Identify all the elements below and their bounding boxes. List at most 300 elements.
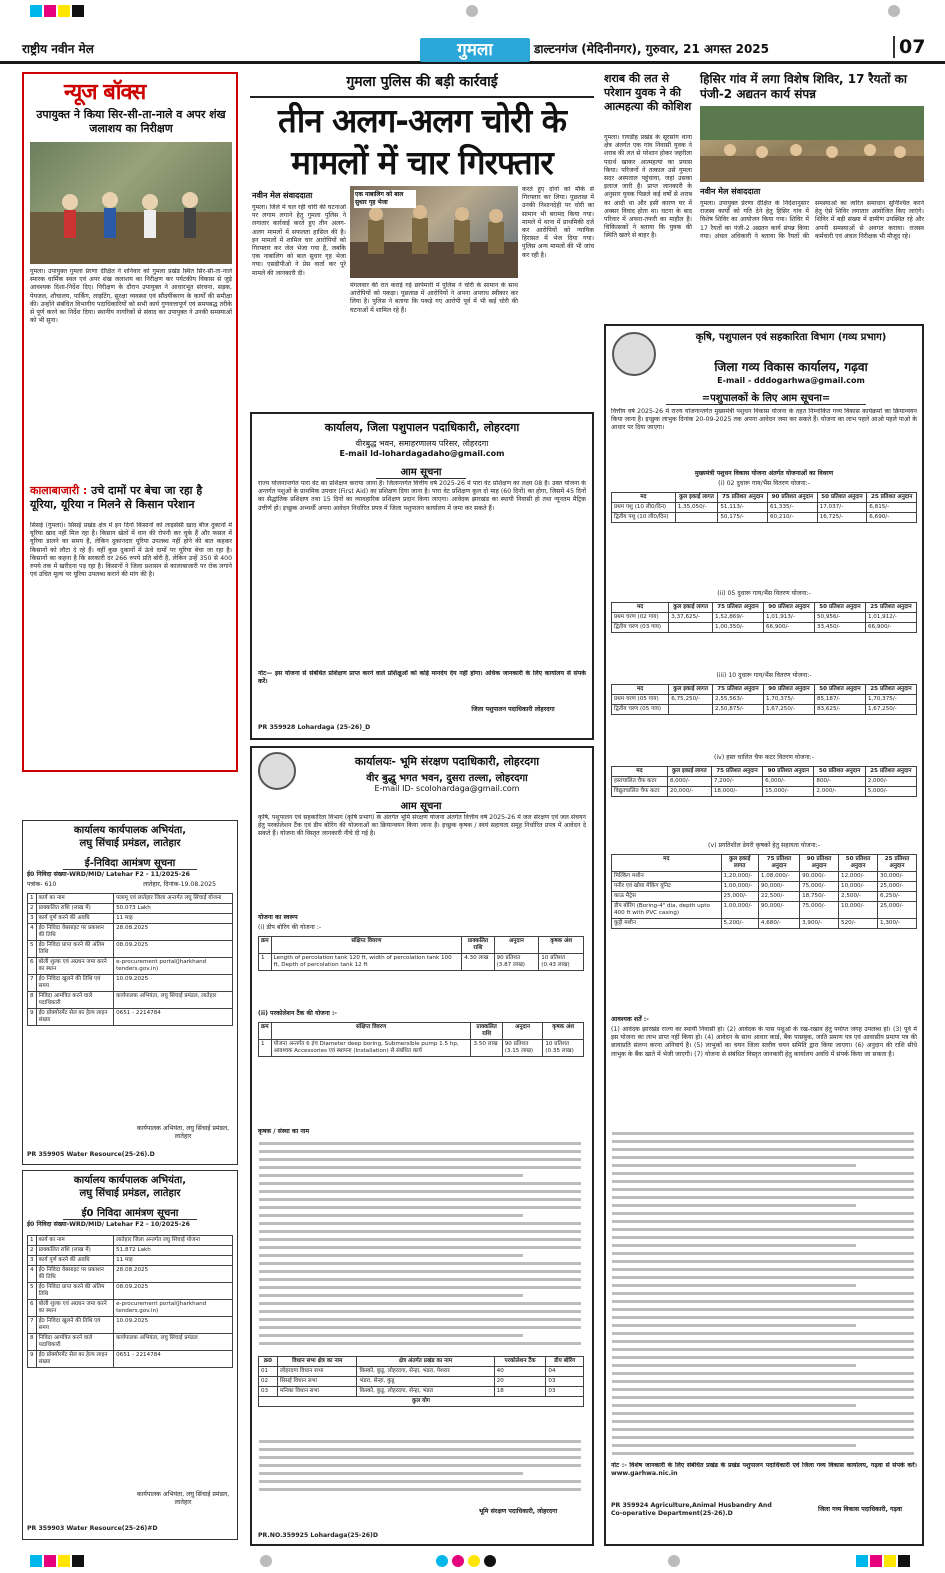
text-line xyxy=(612,1244,856,1247)
table-cell: कार्य का नाम xyxy=(36,1236,114,1246)
text-line xyxy=(259,1334,523,1337)
table-row xyxy=(28,914,233,924)
notice-ref: ई0 निविदा संख्या-WRD/MID/ Latehar F2 - 11/2025-26 xyxy=(27,871,190,878)
table-header-cell: मद xyxy=(612,767,668,777)
table-row xyxy=(612,882,917,892)
table-row xyxy=(612,695,917,705)
notice-dept: कृषि, पशुपालन एवं सहकारिता विभाग (गव्य प्रभाग) xyxy=(695,332,887,343)
notice-ref: ई0 निविदा संख्या-WRD/MID/ Latehar F2 - 10/2025-26 xyxy=(27,1221,190,1228)
table-cell: 5 xyxy=(28,941,37,958)
text-line xyxy=(259,1238,581,1241)
table-row xyxy=(612,787,917,797)
table-cell: लोहरदगा विधान सभा xyxy=(277,1367,356,1377)
text-line xyxy=(612,1420,914,1423)
notice-date: लातेहार, दिनांक-19.08.2025 xyxy=(143,881,217,888)
animal-husbandry-notice xyxy=(250,412,594,740)
lead-body-col1: गुमला। जिले में चल रही चोरी की घटनाओं पर लगाम लगाने हेतु गुमला पुलिस ने लगातार कार्रवाई करते हुए तीन अलग-अलग मामलों में सफलता हासिल की है। इन मामलों में शामिल चार आरोपियों को गिरफ्तार कर जेल भेजा गया है, जबकि एक नाबालिग को बाल सुधार गृह भेजा गया। एसडीपीओ ने प्रेस वार्ता कर पूरे मामले की जानकारी दी। xyxy=(252,204,346,277)
table-cell: 5 xyxy=(28,1283,37,1300)
table-cell: 20 xyxy=(494,1377,546,1387)
table-header-cell: 50 प्रतिशत अनुदान xyxy=(814,767,865,777)
notice-subtitle: आम सूचना xyxy=(376,464,466,479)
text-line xyxy=(612,1156,914,1159)
text-line xyxy=(259,1150,581,1153)
table-header-cell: 75 प्रतिशत अनुदान xyxy=(711,767,762,777)
story-body: गुमला। उपायुक्त गुमला प्रेरणा दीक्षित ने शनिवार को गुमला प्रखंड स्थित सिर-सी-ता-नाले स्मारक धार्मिक स्थल एवं अपर शंख जलाशय का निरीक्षण कर पर्यटकीय विकास से जुड़े आवश्यक दिशा-निर्देश दिए। निरीक्षण के दौरान उपायुक्त ने आधारभूत संरचना, सड़क, पेयजल, शौचालय, पार्किंग, लाइटिंग, सुरक्षा व्यवस्था एवं सौंदर्यीकरण के कार्यों की समीक्षा की। उन्होंने संबंधित विभागीय पदाधिकारियों को सभी कार्य गुणवत्तापूर्ण एवं समयबद्ध तरीके से पूर्ण करने का निर्देश दिया। स्थानीय नागरिकों से संवाद कर उपायुक्त ने उनकी समस्याओं को भी सुना। xyxy=(30,268,232,325)
table-cell: प्राक्कलित राशि (लाख में) xyxy=(36,904,114,914)
text-line xyxy=(612,1436,914,1439)
text-line xyxy=(612,1132,914,1135)
table-cell: ई0 निविदा वेबसाइट पर प्रकाशन की तिथि xyxy=(36,924,114,941)
text-line xyxy=(612,1332,914,1335)
table-cell: 75,000/- xyxy=(800,902,839,919)
reg-magenta xyxy=(44,5,56,17)
text-line xyxy=(612,1316,914,1319)
text-line xyxy=(612,1204,856,1207)
table-cell: 51,113/- xyxy=(718,503,768,513)
table-row xyxy=(259,1377,584,1387)
table-header-cell: 90 प्रतिशत अनुदान xyxy=(763,767,814,777)
table-cell: डीप बोरिंग (Boring-4" dia, depth upto 400 ft with PVC casing) xyxy=(612,902,722,919)
scheme-heading: (iii) 10 दुधारू गाय/भैंस वितरण योजना:- xyxy=(716,672,812,679)
lead-headline-line1: तीन अलग-अलग चोरी के xyxy=(277,101,567,140)
text-line xyxy=(612,1228,914,1231)
notice-pr: PR 359905 Water Resource(25-26).D xyxy=(27,1151,155,1158)
table-cell: 9 xyxy=(28,1009,37,1026)
table2-sub: (ii) परकोलेशन टैंक की योजना :- xyxy=(258,1010,337,1017)
story2-headline xyxy=(30,484,232,512)
text-line xyxy=(612,1340,914,1343)
news-box-title: न्यूज बॉक्स xyxy=(64,80,146,105)
table-header-cell: 50 प्रतिशत अनुदान xyxy=(839,855,878,872)
dairy-table-3 xyxy=(611,684,917,715)
scheme-heading: (v) प्रगतिशील डेयरी कृषकों हेतु सहायता योजना:- xyxy=(708,842,820,849)
table-cell: 2 xyxy=(28,1246,37,1256)
table-cell: कार्य पूर्ण करने की अवधि xyxy=(36,1256,114,1266)
reg-cyan xyxy=(30,1555,42,1567)
table-header-row xyxy=(612,767,917,777)
table-cell: कार्यपालक अभियंता, लघु सिंचाई प्रमंडल, लातेहार xyxy=(114,992,233,1009)
table-cell: 90 प्रतिशत (3.87 लाख) xyxy=(494,954,539,971)
dairy-table-1 xyxy=(611,492,917,523)
table-header-cell: मद xyxy=(612,685,669,695)
notice-office-line1: कार्यालय कार्यपालक अभियंता, xyxy=(73,1175,187,1186)
table-cell: 10,000/- xyxy=(839,882,878,892)
table-header-cell: अनुदान xyxy=(502,1023,543,1040)
table-header-cell: 25 प्रतिशत अनुदान xyxy=(865,767,916,777)
table-cell: द्वितीय चरण (03 गाय) xyxy=(612,623,669,633)
table-total-row xyxy=(259,1397,584,1407)
table-header-cell: 90 प्रतिशत अनुदान xyxy=(763,603,814,613)
table-cell: 6,815/- xyxy=(867,503,917,513)
table-cell: 03 xyxy=(546,1377,584,1387)
section-tag: गुमला xyxy=(420,38,530,62)
text-line xyxy=(612,1268,914,1271)
table-header-cell: प्राक्कलित राशि xyxy=(462,937,494,954)
table-row xyxy=(612,705,917,715)
table-cell: 11 माह xyxy=(114,914,233,924)
conditions-title: आवश्यक शर्तें :- xyxy=(611,1016,649,1023)
table-row xyxy=(612,623,917,633)
reg-yellow xyxy=(884,1555,896,1567)
reg-magenta xyxy=(44,1555,56,1567)
table-header-row xyxy=(259,1023,584,1040)
text-line xyxy=(259,1342,581,1345)
table-row xyxy=(28,1317,233,1334)
table-row xyxy=(28,1266,233,1283)
table-cell: 12,000/- xyxy=(839,872,878,882)
table-cell: 61,335/- xyxy=(767,503,817,513)
text-line xyxy=(612,1364,856,1367)
table-row xyxy=(612,902,917,919)
table-header-cell: कुल इकाई लागत xyxy=(669,603,713,613)
table-row xyxy=(259,1387,584,1397)
table-cell: कुट्टी मशीन xyxy=(612,919,722,929)
table-header-cell: क्रम xyxy=(259,937,272,954)
tender-notice-1 xyxy=(22,820,238,1165)
table-header-row xyxy=(259,937,584,954)
table-cell: 6,690/- xyxy=(867,513,917,523)
table-cell: 15,000/- xyxy=(763,787,814,797)
text-lines-2 xyxy=(258,1438,584,1500)
dairy-table-4 xyxy=(611,766,917,797)
table-cell: 90,000/- xyxy=(758,902,799,919)
table-cell: 1,70,375/- xyxy=(865,695,916,705)
story-photo xyxy=(30,142,232,264)
table-cell: 90,000/- xyxy=(758,882,799,892)
dateline: डाल्टनगंज (मेदिनीनगर), गुरुवार, 21 अगस्त 2025 xyxy=(534,42,770,56)
table-row xyxy=(28,1351,233,1368)
table-cell: 6 xyxy=(28,1300,37,1317)
table-cell: किस्को, कुडू, लोहरदगा, सेन्हा, भंडरा xyxy=(357,1387,494,1397)
table-cell: 28.08.2025 xyxy=(114,1266,233,1283)
table-row xyxy=(28,1246,233,1256)
table-row xyxy=(28,904,233,914)
table-cell: प्राक्कलित राशि (लाख में) xyxy=(36,1246,114,1256)
text-line xyxy=(259,1278,581,1281)
government-emblem-icon xyxy=(612,332,656,376)
table-cell: 10,000/- xyxy=(839,902,878,919)
text-line xyxy=(259,1310,581,1313)
table-cell: द्वितीय पशु (10 ली0/दिन) xyxy=(612,513,676,523)
notice-office xyxy=(23,821,237,850)
table-cell: बोली शुल्क एवं अग्रधन जमा करने का स्थान xyxy=(36,1300,114,1317)
table-row xyxy=(28,924,233,941)
table-header-cell: 25 प्रतिशत अनुदान xyxy=(867,493,917,503)
table-header-cell: कुल इकाई लागत xyxy=(721,855,758,872)
notice-patrank: पत्रांक- 610 xyxy=(27,881,57,888)
tender-notice-2 xyxy=(22,1170,238,1540)
table-cell: 2,500/- xyxy=(839,892,878,902)
table-header-cell: क्रम xyxy=(259,1023,272,1040)
table-cell: 17,037/- xyxy=(817,503,867,513)
text-line xyxy=(612,1284,856,1287)
table-row xyxy=(28,1009,233,1026)
table-cell: 50,175/- xyxy=(718,513,768,523)
conditions-text: (1) आवेदक झारखंड राज्य का स्थायी निवासी हो। (2) आवेदक के पास पशुओं के रख-रखाव हेतु पर्याप्त जगह उपलब्ध हो। (3) पूर्व में इस योजना का लाभ प्राप्त नहीं किया हो। (4) आवेदन के साथ आधार कार्ड, बैंक पासबुक, जाति प्रमाण पत्र एवं आवासीय प्रमाण पत्र की छायाप्रति संलग्न करना अनिवार्य है। (5) लाभुकों का चयन जिला स्तरीय चयन समिति द्वारा किया जाएगा। (6) अनुदान की राशि सीधे लाभुक के बैंक खाते में भेजी जाएगी। (7) योजना से संबंधित विस्तृत जानकारी हेतु कार्यालय अवधि में संपर्क किया जा सकता है। xyxy=(611,1026,917,1058)
table-cell: 2,000/- xyxy=(814,787,865,797)
text-lines-3 xyxy=(611,1130,917,1458)
reg-dot xyxy=(436,1555,448,1567)
table-header-cell: कुल इकाई लागत xyxy=(669,685,713,695)
table-cell: 1,00,000/- xyxy=(721,902,758,919)
table-cell: 5,000/- xyxy=(865,787,916,797)
table-cell: 1,300/- xyxy=(878,919,917,929)
table-cell: प्रथम पशु (10 ली0/दिन) xyxy=(612,503,676,513)
table-cell: 08.09.2025 xyxy=(114,1283,233,1300)
table-cell: 800/- xyxy=(814,777,865,787)
table-header-cell: 90 प्रतिशत अनुदान xyxy=(763,685,814,695)
news-box xyxy=(22,72,238,772)
section-heading: मुख्यमंत्री पशुधन विकास योजना अंतर्गत योजनाओं का विवरण xyxy=(694,470,834,477)
text-line xyxy=(612,1276,914,1279)
notice-title: ई0 निविदा आमंत्रण सूचना xyxy=(63,1205,197,1220)
table-cell: 8,000/- xyxy=(667,777,711,787)
table-cell: 01 xyxy=(259,1367,278,1377)
table-cell: योजना अन्तर्गत 6 इंच Diameter deep boring, Submersible pump 1.5 hp, आवश्यक Accessories एवं स्थापना (Installation) से संबंधित कार्य xyxy=(271,1040,471,1057)
lead-headline-line2: मामलों में चार गिरफ्तार xyxy=(291,143,553,182)
text-line xyxy=(612,1452,914,1455)
table-cell: 1,01,912/- xyxy=(865,613,916,623)
text-line xyxy=(259,1326,581,1329)
constituency-table xyxy=(258,1356,584,1407)
table-row xyxy=(28,1283,233,1300)
notice-address: वीरबुद्ध भवन, समाहरणालय परिसर, लोहरदगा xyxy=(355,439,489,448)
table-header-row xyxy=(612,685,917,695)
text-line xyxy=(259,1142,581,1145)
table-cell: 1,52,869/- xyxy=(712,613,763,623)
text-line xyxy=(612,1348,914,1351)
story3-headline: शराब की लत से परेशान युवक ने की आत्महत्या की कोशिश xyxy=(604,72,692,113)
table-header-cell: मद xyxy=(612,493,676,503)
text-line xyxy=(612,1148,914,1151)
table-cell: 03 xyxy=(546,1387,584,1397)
reg-yellow xyxy=(58,5,70,17)
table-header-row xyxy=(612,493,917,503)
table-header-cell: 25 प्रतिशत अनुदान xyxy=(878,855,917,872)
notice-email: E-mail - dddogarhwa@gmail.com xyxy=(717,376,865,385)
table-cell: बोली शुल्क एवं अग्रधन जमा करने का स्थान xyxy=(36,958,114,975)
notice-filler xyxy=(258,1140,584,1352)
text-line xyxy=(612,1300,914,1303)
reg-dot xyxy=(260,1555,272,1567)
table-cell: 1,70,375/- xyxy=(763,695,814,705)
table-cell: ई0 प्रोक्योरमेंट सेल का हेल्प लाइन संख्या xyxy=(36,1009,114,1026)
reg-dot xyxy=(888,5,900,17)
text-line xyxy=(259,1440,581,1443)
table-row xyxy=(612,503,917,513)
table-cell: 6,250/- xyxy=(878,892,917,902)
table-cell: 10.09.2025 xyxy=(114,975,233,992)
table-header-cell: कुल इकाई लागत xyxy=(667,767,711,777)
text-line xyxy=(259,1448,581,1451)
notice-office-line2: लघु सिंचाई प्रमंडल, लातेहार xyxy=(79,1188,181,1199)
table-row xyxy=(28,941,233,958)
table-cell: ई0 निविदा प्राप्त करने की अंतिम तिथि xyxy=(36,941,114,958)
table-cell: 50,956/- xyxy=(814,613,865,623)
table-cell: 03 xyxy=(259,1387,278,1397)
story-headline: उपायुक्त ने किया सिर-सी-ता-नाले व अपर शंख जलाशय का निरीक्षण xyxy=(36,108,226,135)
camp-photo-illustration xyxy=(700,106,924,182)
table-cell: 04 xyxy=(546,1367,584,1377)
table-cell: 22,500/- xyxy=(758,892,799,902)
text-line xyxy=(612,1220,914,1223)
table-cell: 90,000/- xyxy=(800,872,839,882)
table-cell: ई0 निविदा खुलने की तिथि एवं समय xyxy=(36,1317,114,1334)
notice-address: वीर बुद्धु भगत भवन, दुसरा तल्ला, लोहरदगा xyxy=(366,773,528,784)
dairy-table-2 xyxy=(611,602,917,633)
lead-body-col2: मंगलवार की रात कराई गई छापेमारी में पुलिस ने चोरी के सामान के साथ आरोपियों को पकड़ा। पूछताछ में आरोपियों ने अपना अपराध स्वीकार कर लिया है। पुलिस ने बताया कि पकड़े गए आरोपी पूर्व में भी कई चोरी की घटनाओं में शामिल रहे हैं। xyxy=(350,282,518,314)
table-header-cell: मद xyxy=(612,855,722,872)
table-header-cell: 50 प्रतिशत अनुदान xyxy=(814,685,865,695)
notice-intro: वित्तीय वर्ष 2025-26 में राज्य योजनान्तर्गत मुख्यमंत्री पशुधन विकास योजना के तहत निम्नांकित गव्य विकास कार्यक्रमों का क्रियान्वयन किया जाना है। इच्छुक लाभुक दिनांक 20-09-2025 तक अपना आवेदन जमा कर सकते हैं। योजना का लाभ पहले आओ पहले पाओ के आधार पर दिया जाएगा। xyxy=(611,408,917,432)
table-cell: 60,210/- xyxy=(767,513,817,523)
story2-title: उचे दामों पर बेचा जा रहा है यूरिया, यूरिया न मिलने से किसान परेशान xyxy=(30,484,203,511)
table-cell: e-procurement portal(Jharkhand tenders.gov.in) xyxy=(114,958,233,975)
text-line xyxy=(259,1206,581,1209)
table-cell: 18 xyxy=(494,1387,546,1397)
table-cell: प्रथम चरण (02 गाय) xyxy=(612,613,669,623)
table-cell: द्वितीय चरण (05 गाय) xyxy=(612,705,669,715)
notice-subtitle: आम सूचना xyxy=(376,798,466,813)
text-line xyxy=(612,1164,856,1167)
table-row xyxy=(28,992,233,1009)
table-cell: भंडरा, सेन्हा, कुडू xyxy=(357,1377,494,1387)
table-cell: पनीर एवं खोवा मेकिंग यूनिट xyxy=(612,882,722,892)
notice-body: कृषि, पशुपालन एवं सहकारिता विभाग (कृषि प्रभाग) के अंतर्गत भूमि संरक्षण योजना अंतर्गत वित्तीय वर्ष 2025-26 में जल संरक्षण एवं जल संचयन हेतु परकोलेशन टैंक एवं डीप बोरिंग की योजनाओं का क्रियान्वयन किया जाना है। इच्छुक कृषक / स्वयं सहायता समूह निर्धारित प्रपत्र में आवेदन दे सकते हैं। योजना की विस्तृत जानकारी नीचे दी गई है। xyxy=(258,814,586,838)
table-cell: प्रथम चरण (05 गाय) xyxy=(612,695,669,705)
table-row xyxy=(612,872,917,882)
text-line xyxy=(612,1188,914,1191)
table-cell: 10 प्रतिशत (0.35 लाख) xyxy=(543,1040,584,1057)
notice-office xyxy=(23,1171,237,1200)
text-line xyxy=(612,1196,914,1199)
text-line xyxy=(612,1292,914,1295)
table-cell: 1,35,050/- xyxy=(675,503,718,513)
reg-dot xyxy=(468,1555,480,1567)
notice-filler xyxy=(611,1130,917,1458)
table-cell: काऊ मैट्रेस xyxy=(612,892,722,902)
table-cell: 75,000/- xyxy=(800,882,839,892)
story2-body: सिसई (गुमला)। सिसई प्रखंड क्षेत्र में इन दिनों किसानों को लाइसेंसी खाद बीज दुकानों में यूरिया खाद नहीं मिल रहा है। किसान खेतों में धान की रोपनी कर चुके हैं और फसल में यूरिया डालने का समय है, लेकिन दुकानदार यूरिया उपलब्ध नहीं होने की बात कहकर किसानों को लौटा दे रहे हैं। वहीं कुछ दुकानों में ऊंचे दामों पर यूरिया बेचा जा रहा है। किसानों का कहना है कि सरकारी दर 266 रुपये प्रति बोरी है, लेकिन उन्हें 350 से 400 रुपये तक में खरीदना पड़ रहा है। किसानों ने जिला प्रशासन से कालाबाजारी पर रोक लगाने एवं उचित मूल्य पर यूरिया उपलब्ध कराने की मांग की है। xyxy=(30,522,232,579)
table-cell: 520/- xyxy=(839,919,878,929)
text-line xyxy=(259,1488,581,1491)
table-cell: 02 xyxy=(259,1377,278,1387)
reg-dot xyxy=(452,1555,464,1567)
reg-dot xyxy=(466,5,478,17)
table-cell: लातेहार जिला अन्तर्गत लघु सिंचाई योजना xyxy=(114,1236,233,1246)
table-cell: मनिका विधान सभा xyxy=(277,1387,356,1397)
text-line xyxy=(259,1222,581,1225)
text-line xyxy=(259,1456,581,1459)
table-cell: ई0 प्रोक्योरमेंट सेल का हेल्प लाइन संख्या xyxy=(36,1351,114,1368)
page-number: 07 xyxy=(893,36,925,58)
table-cell: किस्को, कुडू, लोहरदगा, सेन्हा, भंडरा, पेशरार xyxy=(357,1367,494,1377)
table-cell: 08.09.2025 xyxy=(114,941,233,958)
notice-sign: कार्यपालक अभियंता, लघु सिंचाई प्रमंडल, लातेहार xyxy=(136,1491,230,1507)
reg-cyan xyxy=(30,5,42,17)
table-header-cell: क्र0 xyxy=(259,1357,278,1367)
table-cell: 2,55,563/- xyxy=(712,695,763,705)
notice-office: कार्यालय, जिला पशुपालन पदाधिकारी, लोहरदगा xyxy=(324,421,520,434)
notice-email: E-mail ID- scolohardaga@gmail.com xyxy=(374,784,520,793)
text-lines xyxy=(258,1140,584,1352)
table-cell: 6,000/- xyxy=(763,777,814,787)
table-cell: 0651 - 2214784 xyxy=(114,1351,233,1368)
table-row xyxy=(612,919,917,929)
table-header-cell: परकोलेशन टैंक xyxy=(494,1357,546,1367)
table-cell: 7,200/- xyxy=(711,777,762,787)
lead-byline: नवीन मेल संवाददाता xyxy=(252,191,313,200)
table-cell: 51.872 Lakh xyxy=(114,1246,233,1256)
notice-sign: भूमि संरक्षण पदाधिकारी, लोहरदगा xyxy=(478,1508,558,1515)
government-emblem-icon xyxy=(258,752,296,790)
notice-sign: कार्यपालक अभियंता, लघु सिंचाई प्रमंडल, लातेहार xyxy=(136,1125,230,1141)
text-line xyxy=(612,1140,914,1143)
tender-table-1 xyxy=(27,893,233,1026)
text-line xyxy=(612,1324,856,1327)
table-row xyxy=(28,1300,233,1317)
table-header-row xyxy=(259,1357,584,1367)
table-cell: 8 xyxy=(28,992,37,1009)
table-header-cell: अनुदान xyxy=(494,937,539,954)
eligibility-title: कृषक / संस्था का नाम xyxy=(258,1128,310,1135)
table-cell: 40 xyxy=(494,1367,546,1377)
table-cell: सिसई विधान सभा xyxy=(277,1377,356,1387)
table-cell: 7 xyxy=(28,1317,37,1334)
table-cell: 2,50,875/- xyxy=(712,705,763,715)
table-cell: 25,000/- xyxy=(878,882,917,892)
table-cell: हस्तचालित चैफ कटर xyxy=(612,777,668,787)
text-line xyxy=(259,1182,581,1185)
table-cell: 1,01,913/- xyxy=(763,613,814,623)
table-cell xyxy=(669,623,713,633)
dairy-table-5 xyxy=(611,854,917,929)
table-header-cell: प्राक्कलित राशि xyxy=(471,1023,502,1040)
lead-kicker: गुमला पुलिस की बड़ी कार्रवाई xyxy=(250,72,594,98)
scheme-heading: (iv) हस्त चालित चैफ कटर वितरण योजना:- xyxy=(714,754,814,761)
table-cell: 9 xyxy=(28,1351,37,1368)
notice-sign: जिला पशुपालन पदाधिकारी लोहरदगा xyxy=(471,706,555,713)
table-cell: 16,725/- xyxy=(817,513,867,523)
text-line xyxy=(612,1404,856,1407)
table-cell: 3,37,625/- xyxy=(669,613,713,623)
table1-sub: (i) डीप बोरिंग की योजना :- xyxy=(258,924,322,931)
table-header-cell: 25 प्रतिशत अनुदान xyxy=(865,685,916,695)
table-cell: Length of percolation tank 120 ft, width of percolation tank 100 ft, Depth of percolation tank 12 ft xyxy=(271,954,462,971)
text-line xyxy=(612,1372,914,1375)
notice-pr: PR 359924 Agriculture,Animal Husbandry And Co-operative Department(25-26).D xyxy=(611,1502,772,1518)
notice-office-line2: लघु सिंचाई प्रमंडल, लातेहार xyxy=(79,838,181,849)
lead-body-col3: करते हुए दोनों को मौके से गिरफ्तार कर लिया। पूछताछ में उनकी निशानदेही पर चोरी का सामान भी बरामद किया गया। मामले में थाना में प्राथमिकी दर्ज कर आरोपियों को न्यायिक हिरासत में भेज दिया गया। पुलिस अन्य मामलों की भी जांच कर रही है। xyxy=(522,186,594,259)
text-line xyxy=(612,1260,914,1263)
table-cell: 90 प्रतिशत (3.15 लाख) xyxy=(502,1040,543,1057)
text-line xyxy=(612,1380,914,1383)
table-header-cell: कृषक अंश xyxy=(539,937,584,954)
table-header-cell: 75 प्रतिशत अनुदान xyxy=(712,685,763,695)
text-line xyxy=(259,1302,581,1305)
table-cell: विद्युतचालित चैफ कटर xyxy=(612,787,668,797)
lead-headline xyxy=(250,100,594,184)
text-line xyxy=(612,1172,914,1175)
table-header-cell: कृषक अंश xyxy=(543,1023,584,1040)
tender-table-2 xyxy=(27,1235,233,1368)
story3-body: गुमला। रायडीह प्रखंड के सूरसांग थाना क्षेत्र अंतर्गत एक गांव निवासी युवक ने शराब की लत से परेशान होकर जहरीला पदार्थ खाकर आत्महत्या का प्रयास किया। परिजनों ने तत्काल उसे गुमला सदर अस्पताल पहुंचाया, जहां उसका इलाज जारी है। प्राप्त जानकारी के अनुसार युवक पिछले कई वर्षों से शराब का आदी था और इसी कारण घर में अक्सर विवाद होता था। घटना के बाद परिवार में अफरा-तफरी का माहौल है। चिकित्सकों ने बताया कि युवक की स्थिति खतरे से बाहर है। xyxy=(604,134,692,240)
registration-strip-top xyxy=(0,0,945,22)
table1-title: योजना का स्वरूप xyxy=(258,914,298,921)
table-row xyxy=(612,777,917,787)
deep-boring-table xyxy=(258,936,584,971)
table-cell: 33,450/- xyxy=(814,623,865,633)
